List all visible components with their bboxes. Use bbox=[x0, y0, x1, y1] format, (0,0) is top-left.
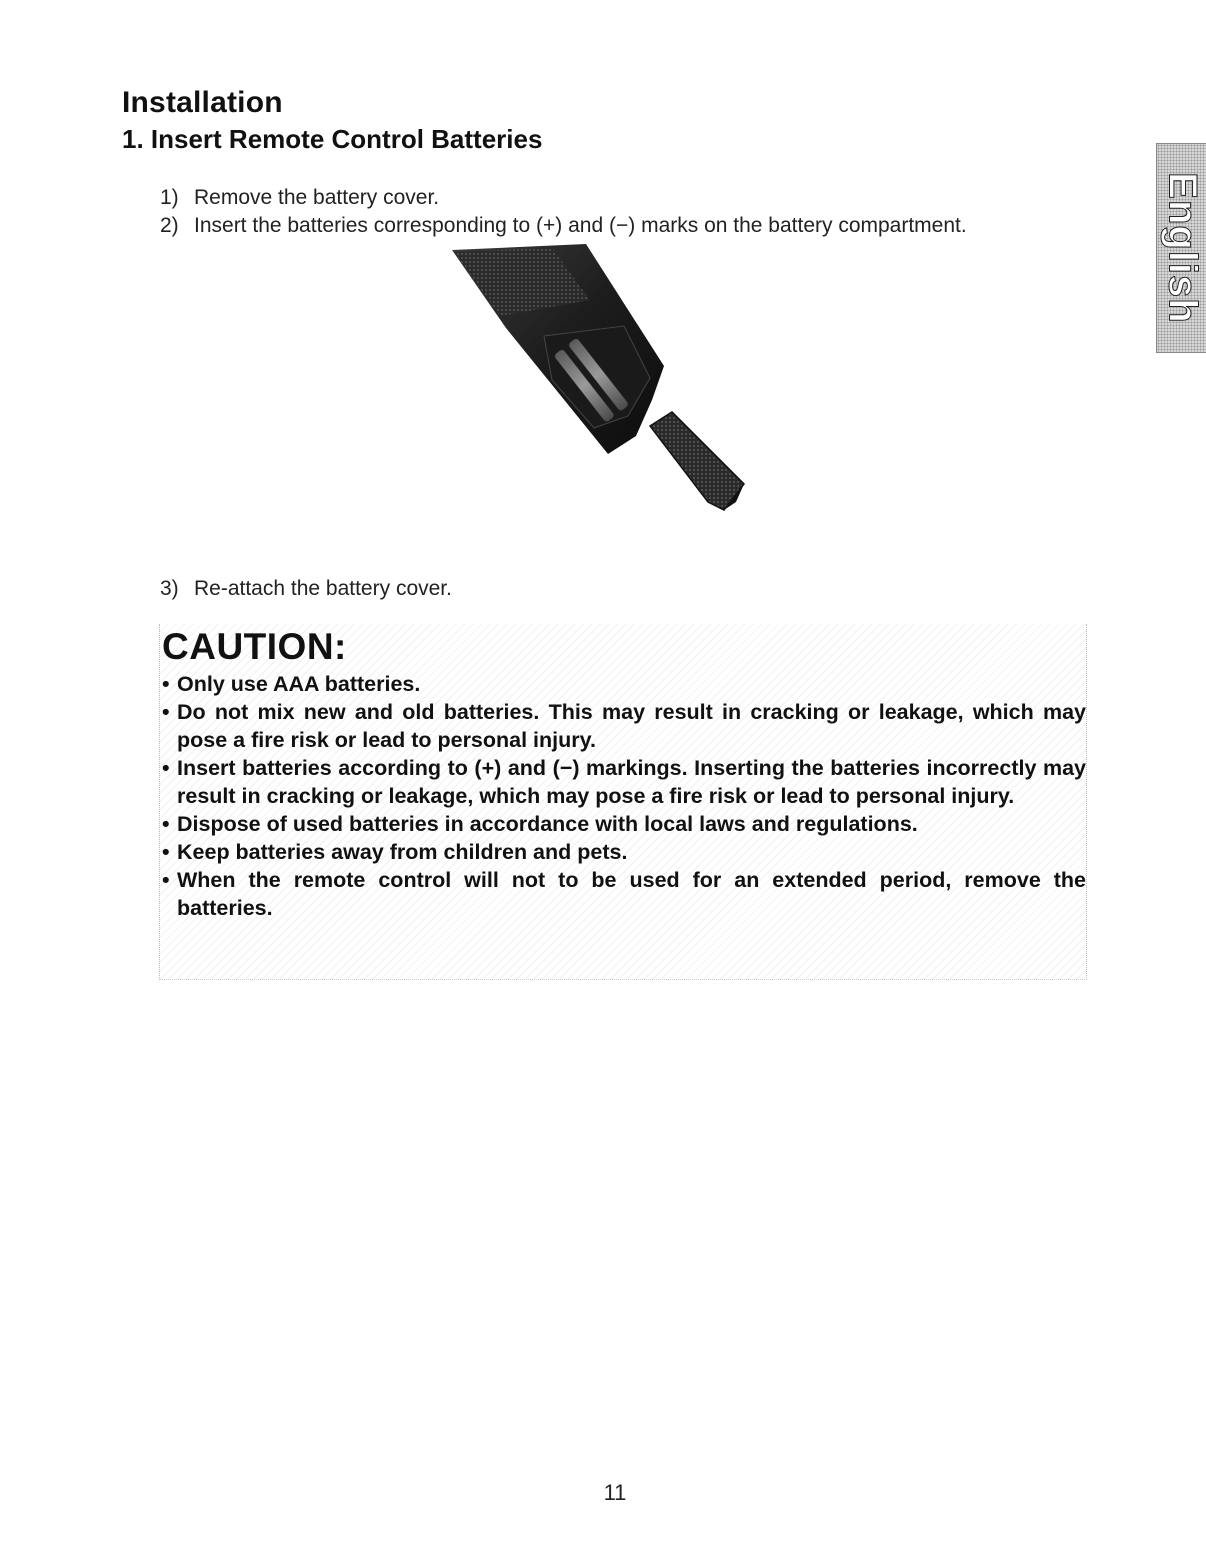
remote-battery-icon bbox=[440, 240, 760, 530]
caution-box bbox=[159, 624, 1087, 980]
step-item bbox=[160, 184, 967, 212]
language-tab bbox=[1156, 143, 1206, 353]
bullet-icon: • bbox=[162, 672, 170, 696]
caution-item bbox=[160, 866, 1086, 922]
bullet-icon: • bbox=[162, 840, 170, 864]
caution-item-text: Insert batteries according to (+) and (−) markings. Inserting the batteries incorrectly may result in cracking or leakage, which may pose a fire risk or lead to personal injury. bbox=[177, 756, 1086, 808]
caution-item bbox=[160, 670, 1086, 698]
caution-item bbox=[160, 754, 1086, 810]
caution-item-text: Only use AAA batteries. bbox=[177, 672, 421, 696]
language-tab-label: English bbox=[1160, 172, 1205, 324]
section-title: 1. Insert Remote Control Batteries bbox=[122, 124, 543, 154]
step-text: Insert the batteries corresponding to (+) and (−) marks on the battery compartment. bbox=[194, 214, 967, 237]
bullet-icon: • bbox=[162, 756, 170, 780]
caution-item-text: Keep batteries away from children and pets. bbox=[177, 840, 628, 864]
page-number: 11 bbox=[603, 1480, 627, 1505]
step-item bbox=[160, 212, 967, 240]
page-title: Installation bbox=[122, 86, 283, 119]
bullet-icon: • bbox=[162, 700, 170, 724]
caution-item bbox=[160, 838, 1086, 866]
step-item bbox=[160, 575, 452, 603]
caution-item bbox=[160, 698, 1086, 754]
bullet-icon: • bbox=[162, 868, 170, 892]
caution-item-text: When the remote control will not to be used for an extended period, remove the batteries. bbox=[177, 868, 1086, 920]
caution-title: CAUTION: bbox=[162, 626, 347, 667]
step-number: 1) bbox=[160, 186, 179, 209]
step-text: Re-attach the battery cover. bbox=[194, 577, 452, 600]
step-number: 2) bbox=[160, 214, 179, 237]
step-number: 3) bbox=[160, 577, 179, 600]
caution-item-text: Dispose of used batteries in accordance with local laws and regulations. bbox=[177, 812, 918, 836]
remote-battery-illustration bbox=[440, 240, 760, 530]
caution-item-text: Do not mix new and old batteries. This may result in cracking or leakage, which may pose a fire risk or lead to personal injury. bbox=[177, 700, 1086, 752]
bullet-icon: • bbox=[162, 812, 170, 836]
caution-item bbox=[160, 810, 1086, 838]
step-text: Remove the battery cover. bbox=[194, 186, 440, 209]
installation-steps-continued bbox=[160, 575, 452, 603]
installation-steps bbox=[160, 184, 967, 240]
caution-list bbox=[160, 670, 1086, 922]
